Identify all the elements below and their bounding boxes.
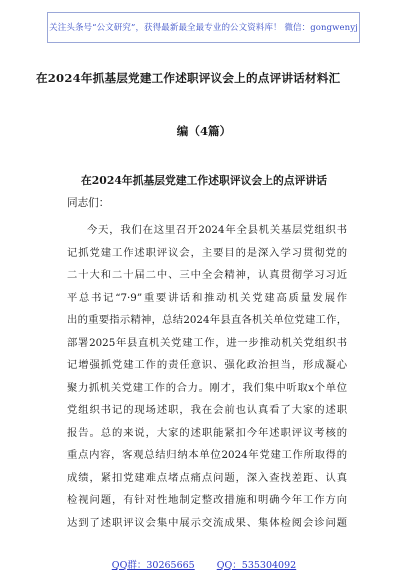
footer-qq[interactable]: QQ：535304092	[216, 560, 297, 571]
body-line: 党组织书记的现场述职，我在会前也认真看了大家的述职	[67, 404, 347, 416]
footer-contact	[0, 557, 408, 571]
body-line: 达到了述职评议会集中展示交流成果、集体检阅会诊问题	[67, 516, 347, 529]
body-line: 成绩，紧扣党建难点堵点痛点问题，深入查找差距、认真	[67, 471, 347, 484]
document-title-line1: 在2024年抓基层党建工作述职评议会上的点评讲话材料汇	[36, 71, 341, 85]
body-line: 重点内容，客观总结归纳本单位2024年党建工作所取得的	[67, 449, 347, 461]
body-line: 检视问题，有针对性地制定整改措施和明确今年工作方向	[67, 494, 347, 506]
document-title-line2: 编（4篇）	[176, 124, 232, 138]
salutation: 同志们：	[67, 197, 110, 209]
body-line: 报告。总的来说，大家的述职能紧扣今年述职评议考核的	[67, 426, 347, 439]
body-line: 记增强抓党建工作的责任意识、强化政治担当，形成凝心	[67, 359, 347, 371]
header-banner	[47, 12, 360, 43]
body-line: 记抓党建工作述职评议会，主要目的是深入学习贯彻党的	[67, 246, 347, 259]
body-line: 二十大和二十届二中、三中全会精神，认真贯彻学习习近	[67, 269, 347, 281]
section-subtitle: 在2024年抓基层党建工作述职评议会上的点评讲话	[81, 174, 327, 187]
body-line: 平总书记“7·9”重要讲话和推动机关党建高质量发展作	[67, 291, 347, 304]
body-text	[67, 222, 347, 537]
footer-qq-group[interactable]: QQ群：30265665	[111, 560, 195, 571]
body-line: 聚力抓机关党建工作的合力。刚才，我们集中听取x个单位	[67, 381, 347, 394]
body-line: 部署2025年县直机关党建工作，进一步推动机关党组织书	[67, 336, 347, 349]
body-line: 今天，我们在这里召开2024年全县机关基层党组织书	[87, 224, 347, 236]
header-banner-text: 关注头条号“公文研究”，获得最新最全最专业的公文资料库！ 微信：gongwenyj	[49, 23, 358, 33]
body-line: 出的重要指示精神，总结2024年县直各机关单位党建工作，	[67, 314, 347, 326]
